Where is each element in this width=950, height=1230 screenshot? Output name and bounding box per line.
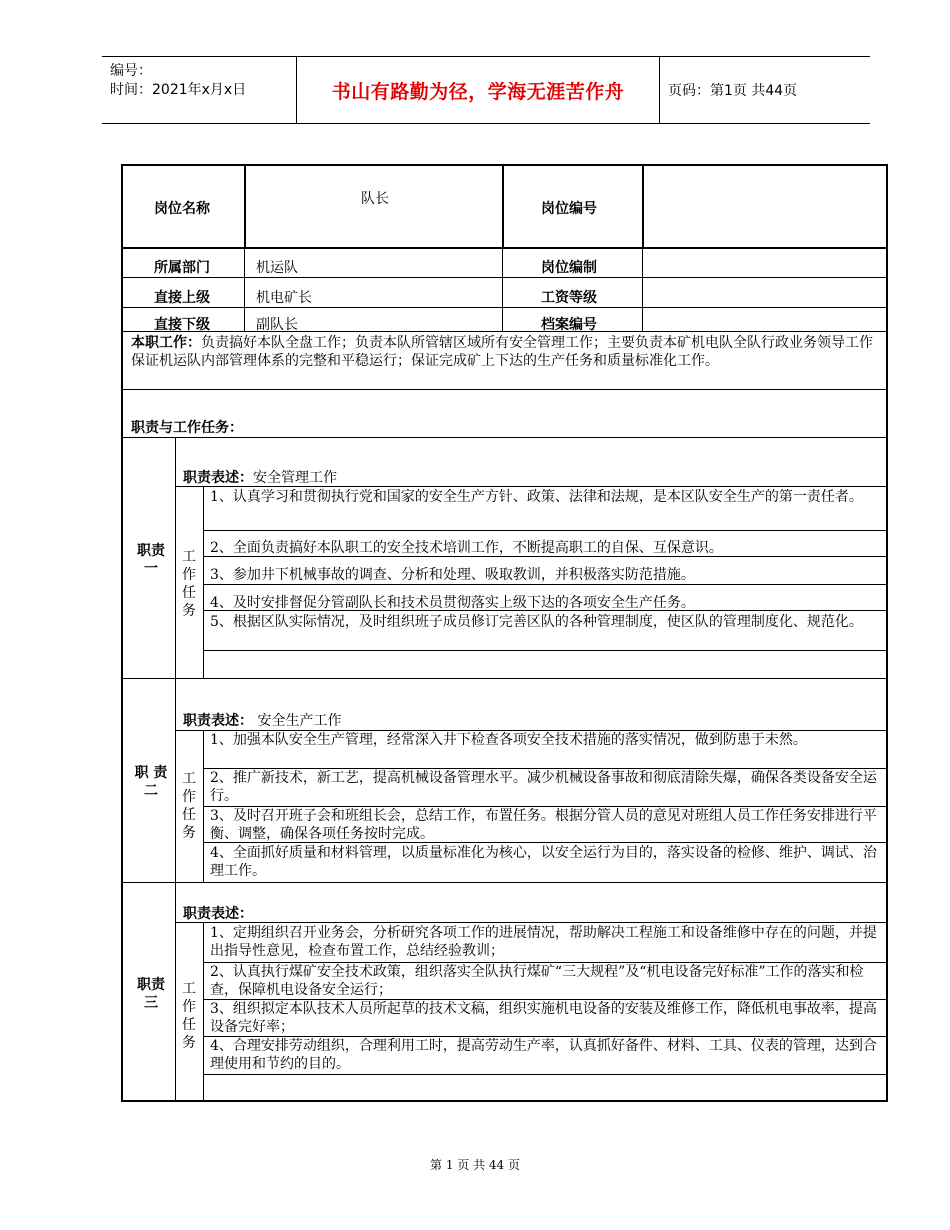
- duty-3-task-3: 3、组织拟定本队技术人员所起草的技术文稿，组织实施机电设备的安装及维修工作，降低机电事故率，提高设备完好率；: [210, 1001, 877, 1035]
- duty-1-task-5: 5、根据区队实际情况，及时组织班子成员修订完善区队的各种管理制度，使区队的管理制度化、规范化。: [210, 614, 863, 630]
- duty-1-task-3: 3、参加井下机械事故的调查、分析和处理、吸取教训，并积极落实防范措施。: [210, 567, 695, 583]
- page-footer: 第 1 页 共 44 页: [430, 1158, 520, 1172]
- duty-2-task-3: 3、及时召开班子会和班组长会，总结工作，布置任务。根据分管人员的意见对班组人员工作任务安排进行平衡、调整，确保各项任务按时完成。: [210, 808, 877, 842]
- salary-label: 工资等级: [541, 290, 597, 306]
- job-description-table: [121, 164, 888, 1102]
- statement-label: 职责表述：: [183, 470, 253, 486]
- post-code-label: 岗位编号: [541, 201, 597, 217]
- header-page-cell: [660, 57, 870, 123]
- duty-2-task-2: 2、推广新技术，新工艺，提高机械设备管理水平。减少机械设备事故和彻底清除失爆，确保各类设备安全运行。: [210, 770, 877, 804]
- post-name-value: 队长: [361, 191, 389, 207]
- duty-3-task-1: 1、定期组织召开业务会，分析研究各项工作的进展情况，帮助解决工程施工和设备维修中存在的问题，并提出指导性意见，检查布置工作，总结经验教训；: [210, 925, 877, 959]
- duty-3-task-2: 2、认真执行煤矿安全技术政策，组织落实全队执行煤矿“三大规程”及“机电设备完好标准”工作的落实和检查，保障机电设备安全运行；: [210, 964, 864, 998]
- duty-1-task-label: 工作任务: [182, 549, 196, 619]
- duty-2-name: 职 责二: [134, 765, 168, 799]
- statement-label: 职责表述：: [183, 906, 253, 922]
- duty-1-name: 职责一: [137, 543, 165, 577]
- dept-value: 机运队: [256, 260, 298, 276]
- header-meta-cell: [102, 57, 297, 123]
- superior-label: 直接上级: [154, 290, 210, 306]
- superior-value: 机电矿长: [256, 290, 312, 306]
- duty-2-task-4: 4、全面抓好质量和材料管理，以质量标准化为核心，以安全运行为目的，落实设备的检修、维护、调试、治理工作。: [210, 845, 877, 879]
- main-work: [131, 334, 883, 370]
- duty-1-statement: [183, 469, 337, 487]
- statement-label: 职责表述：: [183, 713, 253, 729]
- staffing-label: 岗位编制: [541, 260, 597, 276]
- duty-1-task-1: 1、认真学习和贯彻执行党和国家的安全生产方针、政策、法律和法规，是本区队安全生产的第一责任者。: [210, 489, 863, 505]
- duty-2-task-label: 工作任务: [182, 771, 196, 841]
- main-work-label: 本职工作：: [131, 335, 201, 351]
- dept-label: 所属部门: [154, 260, 210, 276]
- archive-label: 档案编号: [541, 317, 597, 333]
- duties-title: 职责与工作任务：: [131, 420, 243, 436]
- number-label: 编号：: [110, 63, 152, 79]
- post-name-label: 岗位名称: [154, 201, 210, 217]
- header-motto-cell: [297, 57, 660, 123]
- duty-2-task-1: 1、加强本队安全生产管理，经常深入井下检查各项安全技术措施的落实情况，做到防患于未然。: [210, 732, 807, 748]
- time-label: 时间：2021年x月x日: [110, 82, 247, 98]
- page-info: 页码：第1页 共44页: [668, 83, 798, 99]
- subordinate-value: 副队长: [256, 317, 298, 333]
- duty-3-task-label: 工作任务: [182, 981, 196, 1051]
- duty-2-statement: [183, 712, 341, 730]
- main-work-text: 负责搞好本队全盘工作；负责本队所管辖区域所有安全管理工作；主要负责本矿机电队全队行政业务领导工作保证机运队内部管理体系的完整和平稳运行；保证完成矿上下达的生产任务和质量标准化工作。: [131, 335, 873, 369]
- duty-1-task-2: 2、全面负责搞好本队职工的安全技术培训工作，不断提高职工的自保、互保意识。: [210, 540, 723, 556]
- page-header: [102, 56, 870, 124]
- motto: 书山有路勤为径，学海无涯苦作舟: [331, 80, 625, 103]
- duty-3-name: 职责三: [137, 977, 165, 1011]
- statement-text: 安全生产工作: [253, 713, 342, 729]
- duty-3-statement: [183, 905, 253, 923]
- duty-1-task-4: 4、及时安排督促分管副队长和技术员贯彻落实上级下达的各项安全生产任务。: [210, 595, 695, 611]
- subordinate-label: 直接下级: [154, 317, 210, 333]
- duty-3-task-4: 4、合理安排劳动组织，合理利用工时，提高劳动生产率，认真抓好备件、材料、工具、仪表的管理，达到合理使用和节约的目的。: [210, 1038, 877, 1072]
- statement-text: 安全管理工作: [253, 470, 337, 486]
